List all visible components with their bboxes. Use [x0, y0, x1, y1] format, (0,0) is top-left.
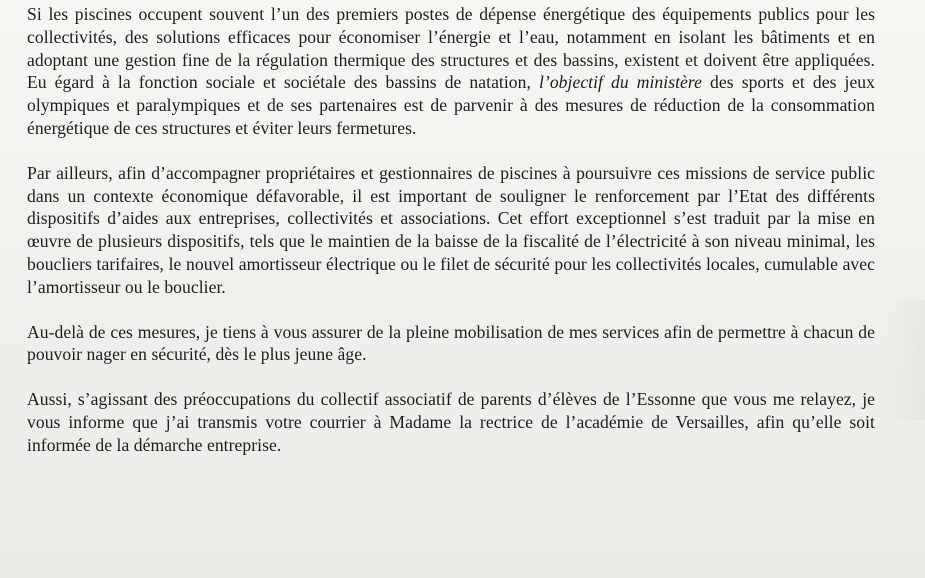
paragraph-transmission: Aussi, s’agissant des préoccupations du collectif associatif de parents d’élèves de l’Essonne que vous me relayez, je vous informe que j’ai transmis votre courrier à Madame la rectrice de l’académie de Versailles, afin qu’elle soit informée de la démarche entreprise.: [27, 389, 875, 455]
paragraph-state-support: Par ailleurs, afin d’accompagner propriétaires et gestionnaires de piscines à poursuivre ces missions de service public dans un contexte économique défavorable, il est important de souligner le renforcement par l’Etat des différents dispositifs d’aides aux entreprises, collectivités et associations. Cet effort exceptionnel s’est traduit par la mise en œuvre de plusieurs dispositifs, tels que le maintien de la baisse de la fiscalité de l’électricité à son niveau minimal, les boucliers tarifaires, le nouvel amortisseur électrique ou le filet de sécurité pour les collectivités locales, cumulable avec l’amortisseur ou le bouclier.: [27, 162, 875, 297]
paragraph-energy-expenses-emphasis: l’objectif du ministère: [538, 72, 703, 93]
paragraph-energy-expenses-text: Si les piscines occupent souvent l’un des premiers postes de dépense énergétique des équipements publics pour les collectivités, des solutions efficaces pour économiser l’énergie et l’eau, notamment en isolant les bâtiments et en adoptant une gestion fine de la régulation thermique des structures et des bassins, existent et doivent être appliquées. Eu égard à la fonction sociale et sociétale des bassins de natation,: [27, 4, 875, 93]
paragraph-mobilisation: Au-delà de ces mesures, je tiens à vous assurer de la pleine mobilisation de mes services afin de permettre à chacun de pouvoir nager en sécurité, dès le plus jeune âge.: [27, 321, 875, 365]
paragraph-energy-expenses-text-end: des sports et des jeux olympiques et paralympiques et de ses partenaires est de parvenir à des mesures de réduction de la consommation énergétique de ces structures et éviter leurs fermetures.: [27, 72, 875, 138]
paper-fold-shadow: [885, 300, 925, 420]
paragraph-energy-expenses: [27, 3, 875, 140]
